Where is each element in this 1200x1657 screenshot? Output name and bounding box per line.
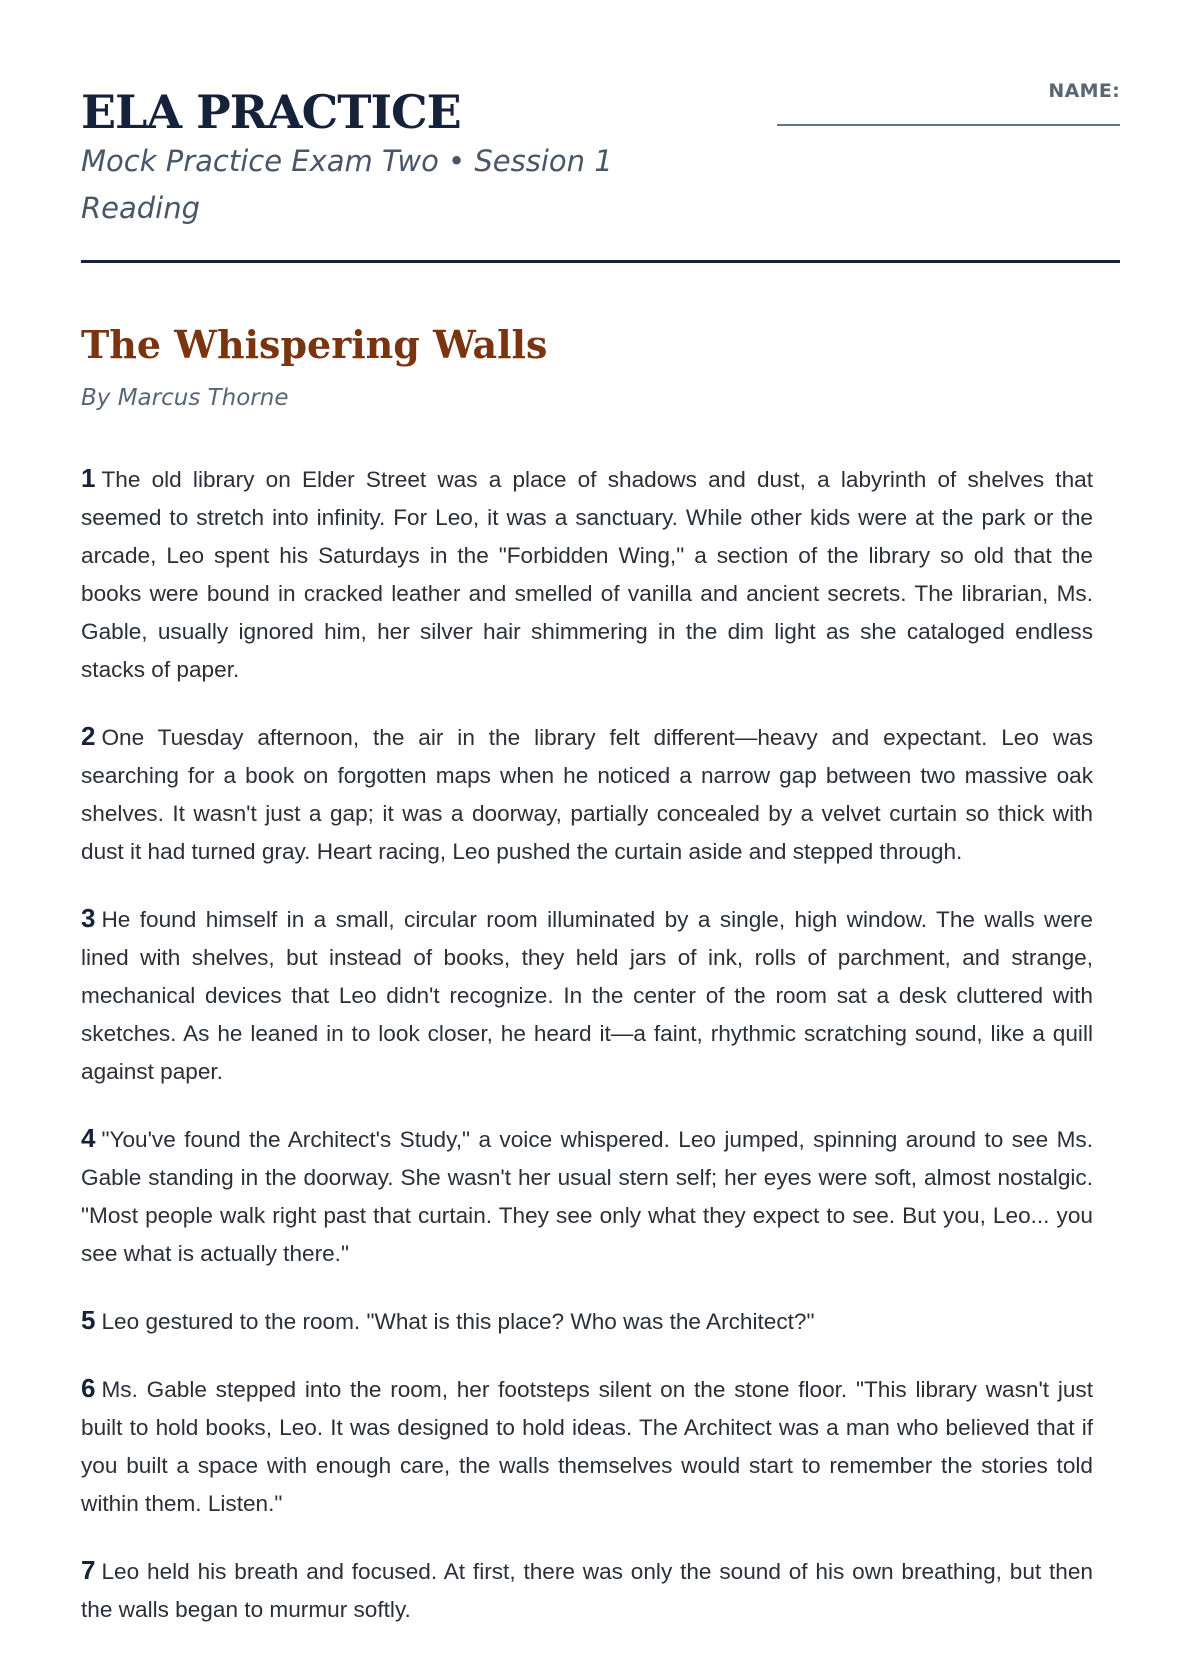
paragraph	[81, 899, 1093, 1091]
paragraph-number: 7	[81, 1555, 96, 1585]
paragraph	[81, 1301, 1093, 1341]
exam-header	[81, 0, 1120, 265]
name-line[interactable]	[777, 124, 1120, 126]
paragraph	[81, 717, 1093, 871]
paragraph-number: 3	[81, 903, 96, 933]
header-divider	[81, 260, 1120, 263]
paragraph-number: 2	[81, 721, 96, 751]
paragraph-text: He found himself in a small, circular room illuminated by a single, high window. The walls were lined with shelves, but instead of books, they held jars of ink, rolls of parchment, and strange, mechanical devices that Leo didn't recognize. In the center of the room sat a desk cluttered with sketches. As he leaned in to look closer, he heard it—a faint, rhythmic scratching sound, like a quill against paper.	[81, 907, 1093, 1084]
story-byline: By Marcus Thorne	[81, 385, 289, 411]
paragraph	[81, 459, 1093, 689]
exam-title: ELA PRACTICE	[81, 85, 461, 139]
paragraph-text: "You've found the Architect's Study," a voice whispered. Leo jumped, spinning around to see Ms. Gable standing in the doorway. She wasn't her usual stern self; her eyes were soft, almost nostalgic. "Most people walk right past that curtain. They see only what they expect to see. But you, Leo... you see what is actually there."	[81, 1127, 1093, 1266]
paragraph-text: The old library on Elder Street was a place of shadows and dust, a labyrinth of shelves that seemed to stretch into infinity. For Leo, it was a sanctuary. While other kids were at the park or the arcade, Leo spent his Saturdays in the "Forbidden Wing," a section of the library so old that the books were bound in cracked leather and smelled of vanilla and ancient secrets. The librarian, Ms. Gable, usually ignored him, her silver hair shimmering in the dim light as she cataloged endless stacks of paper.	[81, 467, 1093, 682]
exam-page	[81, 0, 1120, 1622]
paragraph	[81, 1119, 1093, 1273]
reading-passage	[81, 459, 1093, 1657]
paragraph-number: 5	[81, 1305, 96, 1335]
paragraph-text: Ms. Gable stepped into the room, her footsteps silent on the stone floor. "This library wasn't just built to hold books, Leo. It was designed to hold ideas. The Architect was a man who believed that if you built a space with enough care, the walls themselves would start to remember the stories told within them. Listen."	[81, 1377, 1093, 1516]
paragraph-number: 4	[81, 1123, 96, 1153]
paragraph-text: Leo held his breath and focused. At first, there was only the sound of his own breathing, but then the walls began to murmur softly.	[81, 1559, 1093, 1622]
paragraph-number: 6	[81, 1373, 96, 1403]
name-field[interactable]	[777, 80, 1120, 126]
exam-subtitle: Mock Practice Exam Two • Session 1 Reading	[81, 144, 613, 225]
name-label: NAME:	[1048, 80, 1120, 102]
paragraph	[81, 1369, 1093, 1523]
paragraph-number: 1	[81, 463, 96, 493]
story-title: The Whispering Walls	[81, 322, 548, 367]
paragraph-text: One Tuesday afternoon, the air in the library felt different—heavy and expectant. Leo was searching for a book on forgotten maps when he noticed a narrow gap between two massive oak shelves. It wasn't just a gap; it was a doorway, partially concealed by a velvet curtain so thick with dust it had turned gray. Heart racing, Leo pushed the curtain aside and stepped through.	[81, 725, 1093, 864]
paragraph	[81, 1551, 1093, 1629]
paragraph-text: Leo gestured to the room. "What is this place? Who was the Architect?"	[101, 1309, 815, 1334]
